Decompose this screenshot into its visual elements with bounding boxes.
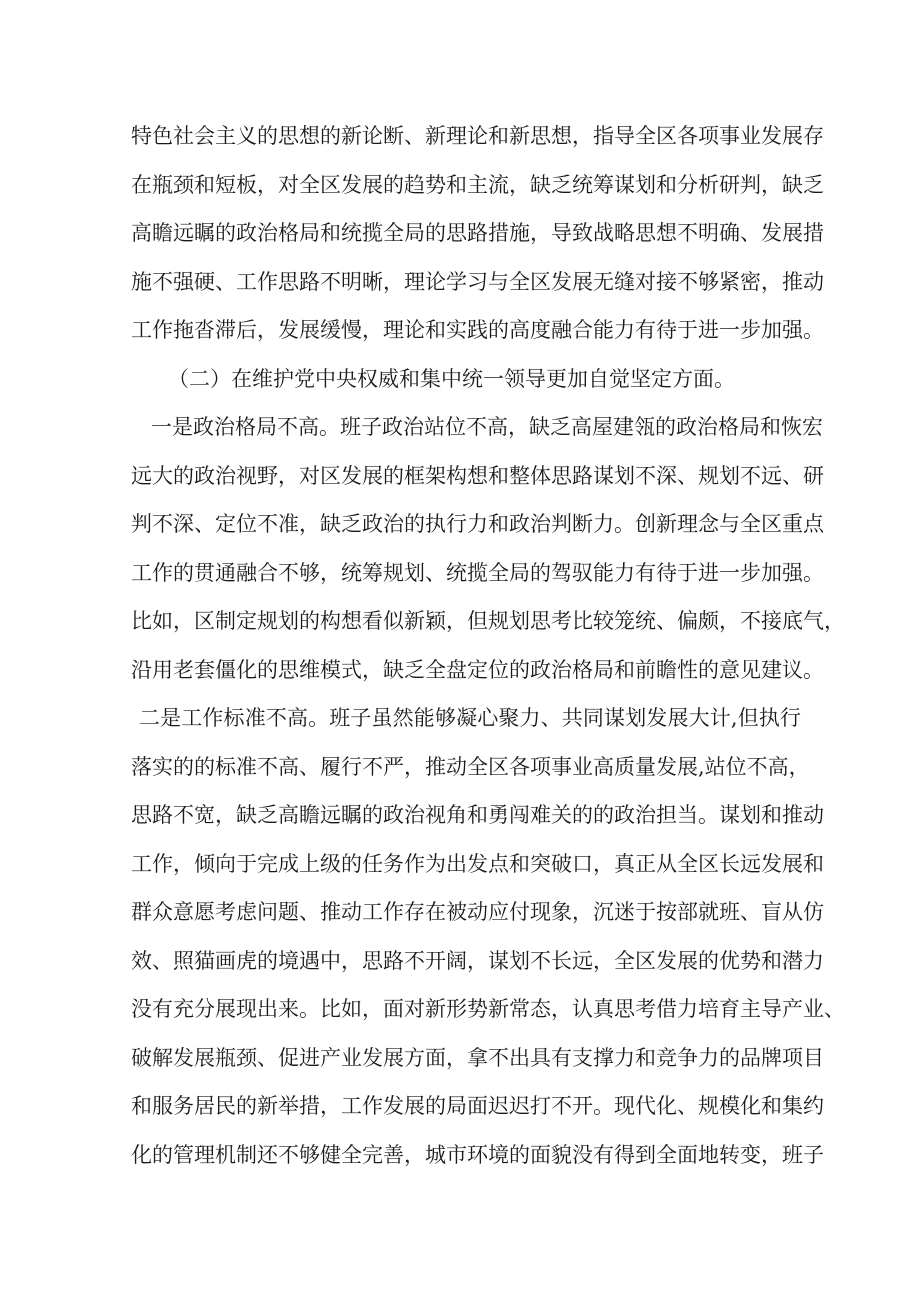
paragraph-line: 判不深、定位不准，缺乏政治的执行力和政治判断力。创新理念与全区重点 [131, 512, 824, 536]
paragraph-line: 工作拖沓滞后，发展缓慢，理论和实践的高度融合能力有待于进一步加强。 [131, 318, 824, 342]
paragraph-line: 落实的的标准不高、履行不严，推动全区各项事业高质量发展,站位不高， [131, 754, 810, 779]
paragraph-line: 破解发展瓶颈、促进产业发展方面，拿不出具有支撑力和竞争力的品牌项目 [131, 1045, 824, 1070]
paragraph-line: 高瞻远瞩的政治格局和统揽全局的思路措施，导致战略思想不明确、发展措 [131, 221, 824, 245]
paragraph-line: 比如，区制定规划的构想看似新颖，但规划思考比较笼统、偏颇，不接底气， [131, 609, 845, 633]
section-heading: （二）在维护党中央权威和集中统一领导更加自觉坚定方面。 [168, 366, 735, 391]
paragraph-line: 工作的贯通融合不够，统筹规划、统揽全局的驾驭能力有待于进一步加强。 [131, 560, 824, 585]
paragraph-line: 特色社会主义的思想的新论断、新理论和新思想，指导全区各项事业发展存 [131, 124, 824, 148]
paragraph-line: 远大的政治视野，对区发展的框架构想和整体思路谋划不深、规划不远、研 [131, 463, 824, 488]
paragraph-line: 群众意愿考虑问题、推动工作存在被动应付现象，沉迷于按部就班、盲从仿 [131, 900, 824, 924]
paragraph-line: 没有充分展现出来。比如，面对新形势新常态，认真思考借力培育主导产业、 [131, 997, 845, 1021]
paragraph-line: 和服务居民的新举措，工作发展的局面迟迟打不开。现代化、规模化和集约 [131, 1094, 824, 1118]
paragraph-line: 二是工作标准不高。班子虽然能够凝心聚力、共同谋划发展大计,但执行 [139, 706, 801, 730]
paragraph-line: 沿用老套僵化的思维模式，缺乏全盘定位的政治格局和前瞻性的意见建议。 [131, 657, 824, 682]
document-body [131, 112, 845, 1179]
paragraph-line: 一是政治格局不高。班子政治站位不高，缺乏高屋建瓴的政治格局和恢宏 [151, 415, 823, 439]
paragraph-line: 工作，倾向于完成上级的任务作为出发点和突破口，真正从全区长远发展和 [131, 851, 824, 876]
paragraph-line: 在瓶颈和短板，对全区发展的趋势和主流，缺乏统筹谋划和分析研判，缺乏 [131, 172, 824, 197]
paragraph-line: 思路不宽，缺乏高瞻远瞩的政治视角和勇闯难关的的政治担当。谋划和推动 [131, 803, 824, 827]
paragraph-line: 施不强硬、工作思路不明晰，理论学习与全区发展无缝对接不够紧密，推动 [131, 269, 824, 294]
paragraph-line: 效、照猫画虎的境遇中，思路不开阔，谋划不长远，全区发展的优势和潜力 [131, 948, 824, 973]
paragraph-3 [131, 694, 845, 1179]
paragraph-1 [131, 112, 824, 355]
paragraph-2 [131, 403, 845, 694]
paragraph-line: 化的管理机制还不够健全完善，城市环境的面貌没有得到全面地转变，班子 [131, 1142, 824, 1167]
